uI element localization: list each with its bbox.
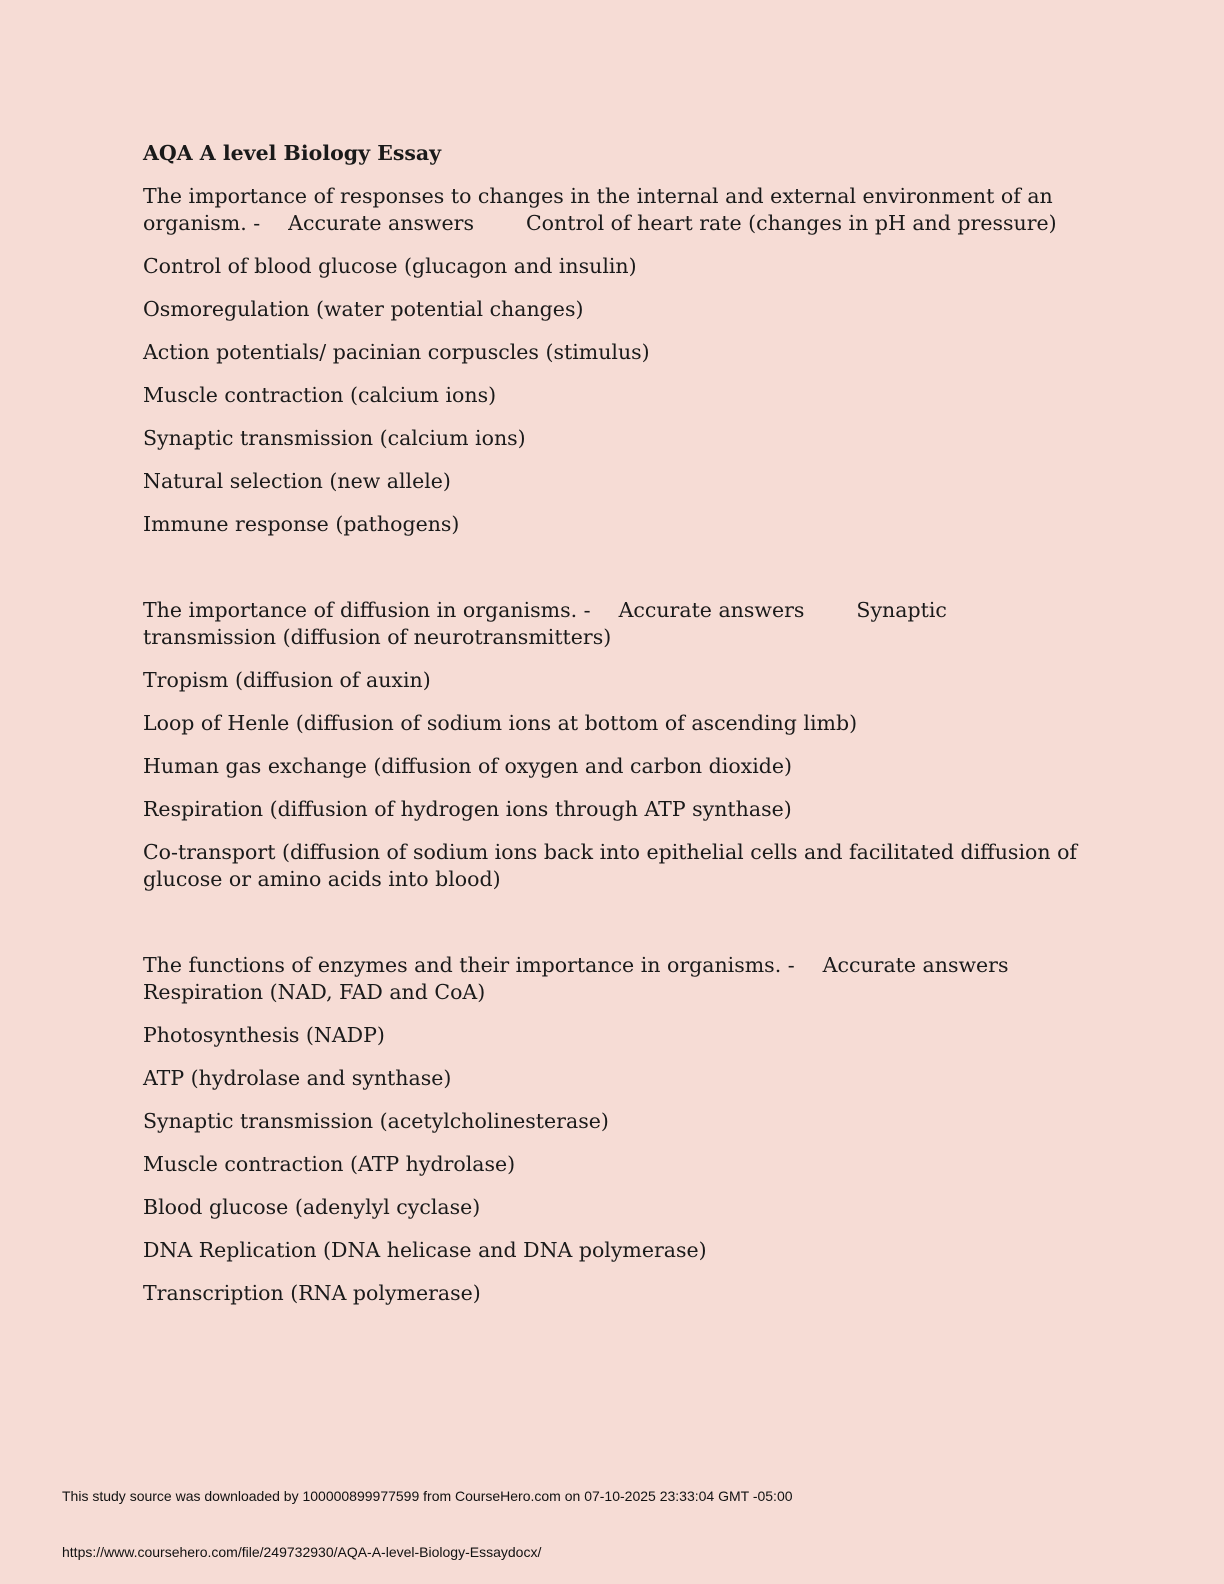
question-text: The importance of diffusion in organisms. - [143, 597, 591, 622]
answer-item: Action potentials/ pacinian corpuscles (stimulus) [143, 339, 650, 364]
mark-label: Accurate answers [618, 597, 805, 622]
question-text: The importance of responses to changes in the internal and external environment of an organism. - [143, 183, 1053, 235]
section-spacer [143, 909, 1083, 952]
first-answer: Respiration (NAD, FAD and CoA) [143, 979, 486, 1004]
answer-item: Co-transport (diffusion of sodium ions back into epithelial cells and facilitated diffusion of glucose or amino acids into blood) [143, 839, 1078, 891]
answer-item: Photosynthesis (NADP) [143, 1022, 385, 1047]
document-body [143, 140, 1083, 1323]
section-2-question [143, 597, 1083, 651]
section-3-question [143, 952, 1083, 1006]
answer-item: Muscle contraction (calcium ions) [143, 382, 497, 407]
answer-item: Tropism (diffusion of auxin) [143, 667, 431, 692]
answer-item: Loop of Henle (diffusion of sodium ions at bottom of ascending limb) [143, 710, 858, 735]
source-url-link[interactable]: https://www.coursehero.com/file/249732930/AQA-A-level-Biology-Essaydocx/ [62, 1544, 542, 1560]
document-title: AQA A level Biology Essay [143, 141, 442, 165]
answer-item: Osmoregulation (water potential changes) [143, 296, 584, 321]
answer-item: Synaptic transmission (calcium ions) [143, 425, 526, 450]
section-1-question [143, 183, 1083, 237]
first-answer: Synaptic transmission (diffusion of neurotransmitters) [143, 597, 947, 649]
first-answer: Control of heart rate (changes in pH and pressure) [526, 210, 1057, 235]
answer-item: Natural selection (new allele) [143, 468, 451, 493]
answer-item: Transcription (RNA polymerase) [143, 1280, 481, 1305]
answer-item: Immune response (pathogens) [143, 511, 460, 536]
question-text: The functions of enzymes and their importance in organisms. - [143, 952, 795, 977]
download-source-notice: This study source was downloaded by 100000899977599 from CourseHero.com on 07-10-2025 23:33:04 GMT -05:00 [62, 1488, 793, 1504]
answer-item: Muscle contraction (ATP hydrolase) [143, 1151, 516, 1176]
answer-item: DNA Replication (DNA helicase and DNA polymerase) [143, 1237, 707, 1262]
mark-label: Accurate answers [822, 952, 1009, 977]
answer-item: Human gas exchange (diffusion of oxygen and carbon dioxide) [143, 753, 793, 778]
answer-item: Blood glucose (adenylyl cyclase) [143, 1194, 481, 1219]
answer-item: ATP (hydrolase and synthase) [143, 1065, 452, 1090]
mark-label: Accurate answers [288, 210, 474, 235]
section-spacer [143, 554, 1083, 597]
answer-item: Synaptic transmission (acetylcholinesterase) [143, 1108, 609, 1133]
answer-item: Control of blood glucose (glucagon and insulin) [143, 253, 637, 278]
answer-item: Respiration (diffusion of hydrogen ions through ATP synthase) [143, 796, 792, 821]
